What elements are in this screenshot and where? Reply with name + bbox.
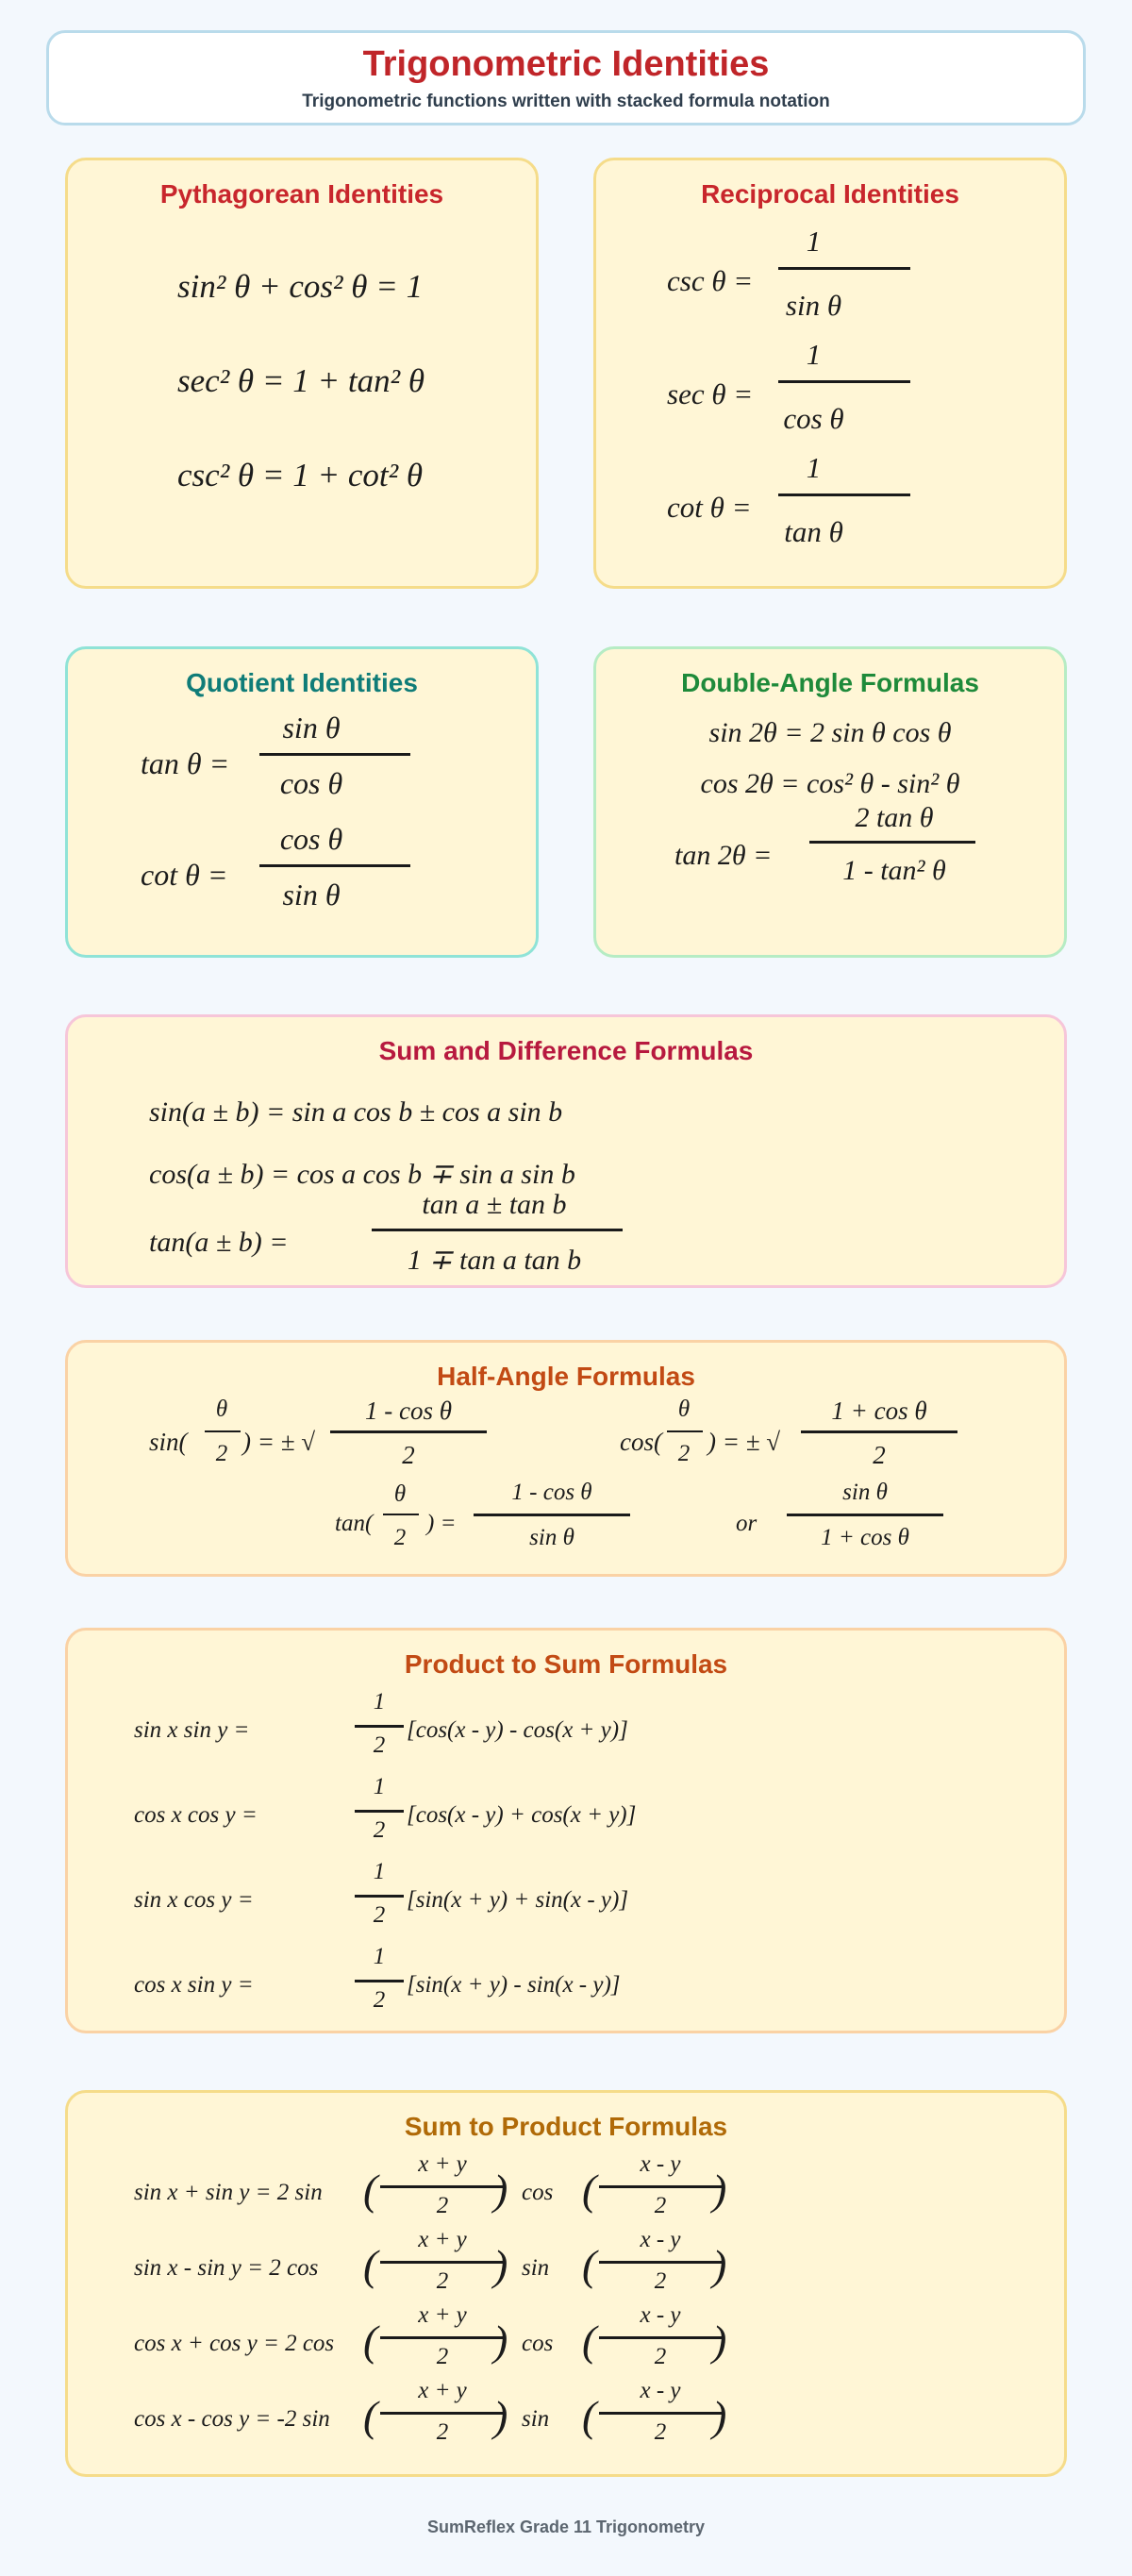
card-title: Double-Angle Formulas xyxy=(681,668,979,697)
quotient-lhs: tan θ = xyxy=(141,746,230,780)
footer-credit: SumReflex Grade 11 Trigonometry xyxy=(426,2517,706,2536)
half-angle-formulas-card xyxy=(65,1340,1067,1577)
right-paren: ) xyxy=(493,2166,508,2214)
fraction-denominator: 2 xyxy=(373,1732,386,1758)
fraction-bar xyxy=(474,1514,630,1516)
product-lhs: cos x cos y = xyxy=(134,1802,258,1828)
fraction-numerator: 1 xyxy=(373,1689,386,1715)
fraction-denominator: 2 xyxy=(373,1987,386,2013)
fraction-numerator: x + y xyxy=(418,2378,467,2403)
fraction-bar xyxy=(599,2336,722,2339)
half-pm-sqrt: ) = ± √ xyxy=(242,1428,316,1456)
fraction-denominator: 2 xyxy=(654,2193,667,2218)
half-theta: θ xyxy=(215,1397,228,1422)
sum-product-lhs: cos x + cos y = 2 cos xyxy=(134,2331,335,2356)
card-title: Sum and Difference Formulas xyxy=(378,1036,754,1065)
sum-diff-cos: cos(a ± b) = cos a cos b ∓ sin a sin b xyxy=(149,1159,575,1190)
fraction-bar xyxy=(330,1430,487,1433)
half-theta: θ xyxy=(393,1481,407,1507)
fraction-denominator: sin θ xyxy=(785,289,842,322)
fraction-numerator: 1 - cos θ xyxy=(365,1397,452,1425)
half-tan-fn: tan( xyxy=(335,1511,374,1536)
product-lhs: cos x sin y = xyxy=(134,1972,254,1998)
fraction-denominator: tan θ xyxy=(784,515,843,548)
card-title: Sum to Product Formulas xyxy=(404,2112,728,2141)
fraction-bar xyxy=(599,2185,722,2188)
fraction-bar xyxy=(205,1430,241,1432)
pythagorean-eq-3: csc² θ = 1 + cot² θ xyxy=(177,457,424,493)
fraction-denominator: 2 xyxy=(654,2419,667,2445)
product-rhs: [sin(x + y) + sin(x - y)] xyxy=(407,1887,629,1913)
fraction-denominator: 2 xyxy=(436,2344,449,2369)
fraction-denominator: 2 xyxy=(654,2344,667,2369)
card-title: Quotient Identities xyxy=(186,668,418,697)
fraction-denominator: 2 xyxy=(373,1817,386,1843)
half-tan-eq: ) = xyxy=(426,1511,457,1536)
half-pm-sqrt: ) = ± √ xyxy=(708,1428,781,1456)
half-cos-fn: cos( xyxy=(620,1428,662,1456)
sum-diff-sin: sin(a ± b) = sin a cos b ± cos a sin b xyxy=(149,1096,563,1128)
fraction-numerator: x - y xyxy=(640,2151,681,2177)
card-title: Reciprocal Identities xyxy=(701,179,959,209)
fraction-bar xyxy=(372,1229,623,1231)
left-paren: ( xyxy=(582,2166,597,2214)
double-angle-tan-lhs: tan 2θ = xyxy=(674,840,773,871)
reciprocal-lhs: csc θ = xyxy=(667,264,754,297)
right-paren: ) xyxy=(712,2241,727,2289)
right-paren: ) xyxy=(493,2317,508,2365)
fraction-bar xyxy=(380,2185,505,2188)
pythagorean-eq-1: sin² θ + cos² θ = 1 xyxy=(177,268,424,305)
fraction-denominator: 1 - tan² θ xyxy=(842,855,946,886)
fraction-bar xyxy=(809,841,975,844)
half-sin-fn: sin( xyxy=(149,1428,188,1456)
reciprocal-lhs: sec θ = xyxy=(667,377,754,410)
fraction-denominator: 1 + cos θ xyxy=(821,1525,909,1550)
product-rhs: [cos(x - y) - cos(x + y)] xyxy=(407,1717,628,1743)
left-paren: ( xyxy=(363,2317,378,2365)
fraction-numerator: 1 xyxy=(806,338,822,371)
double-angle-sin: sin 2θ = 2 sin θ cos θ xyxy=(708,717,952,748)
fraction-numerator: x - y xyxy=(640,2302,681,2328)
fraction-numerator: 2 tan θ xyxy=(855,802,934,833)
product-lhs: sin x cos y = xyxy=(134,1887,254,1913)
fraction-bar xyxy=(380,2261,505,2264)
sum-product-mid: sin xyxy=(522,2255,550,2281)
fraction-bar xyxy=(787,1514,943,1516)
fraction-bar xyxy=(599,2412,722,2415)
left-paren: ( xyxy=(582,2392,597,2440)
fraction-numerator: x + y xyxy=(418,2151,467,2177)
double-angle-cos: cos 2θ = cos² θ - sin² θ xyxy=(700,768,960,799)
right-paren: ) xyxy=(712,2166,727,2214)
card-title: Half-Angle Formulas xyxy=(437,1362,695,1391)
quotient-lhs: cot θ = xyxy=(141,858,228,892)
fraction-bar xyxy=(667,1430,703,1432)
sum-product-mid: sin xyxy=(522,2406,550,2432)
fraction-denominator: 2 xyxy=(873,1441,886,1469)
fraction-denominator: 1 ∓ tan a tan b xyxy=(407,1245,582,1276)
half-or: or xyxy=(736,1511,757,1536)
half-two: 2 xyxy=(677,1441,691,1466)
fraction-bar xyxy=(259,864,410,867)
left-paren: ( xyxy=(363,2392,378,2440)
fraction-bar xyxy=(383,1514,419,1515)
fraction-bar xyxy=(380,2336,505,2339)
card-title: Pythagorean Identities xyxy=(159,179,444,209)
quotient-identities-card xyxy=(65,646,539,958)
fraction-numerator: sin θ xyxy=(842,1480,888,1505)
pythagorean-identities-card xyxy=(65,158,539,589)
reciprocal-identities-card xyxy=(593,158,1067,589)
right-paren: ) xyxy=(712,2317,727,2365)
left-paren: ( xyxy=(582,2317,597,2365)
fraction-denominator: 2 xyxy=(654,2268,667,2294)
left-paren: ( xyxy=(363,2241,378,2289)
sum-product-mid: cos xyxy=(522,2180,554,2205)
fraction-bar xyxy=(778,267,910,270)
fraction-denominator: cos θ xyxy=(783,402,844,435)
fraction-numerator: x - y xyxy=(640,2227,681,2252)
title-banner xyxy=(46,30,1086,125)
sum-product-mid: cos xyxy=(522,2331,554,2356)
fraction-numerator: x - y xyxy=(640,2378,681,2403)
fraction-bar xyxy=(599,2261,722,2264)
page-title: Trigonometric Identities xyxy=(362,44,770,84)
fraction-bar xyxy=(355,1895,404,1898)
product-rhs: [sin(x + y) - sin(x - y)] xyxy=(407,1972,621,1998)
fraction-bar xyxy=(778,380,910,383)
pythagorean-eq-2: sec² θ = 1 + tan² θ xyxy=(177,362,425,399)
fraction-bar xyxy=(380,2412,505,2415)
product-lhs: sin x sin y = xyxy=(134,1717,250,1743)
fraction-numerator: cos θ xyxy=(279,822,343,856)
fraction-bar xyxy=(259,753,410,756)
product-rhs: [cos(x - y) + cos(x + y)] xyxy=(407,1802,637,1828)
right-paren: ) xyxy=(493,2241,508,2289)
card-title: Product to Sum Formulas xyxy=(404,1649,728,1679)
sum-diff-tan-lhs: tan(a ± b) = xyxy=(149,1227,289,1258)
fraction-numerator: x + y xyxy=(418,2227,467,2252)
fraction-numerator: sin θ xyxy=(282,711,341,744)
right-paren: ) xyxy=(493,2392,508,2440)
fraction-bar xyxy=(801,1430,957,1433)
product-to-sum-formulas-card xyxy=(65,1628,1067,2033)
fraction-denominator: cos θ xyxy=(279,766,343,800)
sum-product-lhs: sin x + sin y = 2 sin xyxy=(134,2180,323,2205)
sum-difference-formulas-card xyxy=(65,1014,1067,1288)
fraction-denominator: 2 xyxy=(402,1441,415,1469)
reciprocal-lhs: cot θ = xyxy=(667,491,752,524)
left-paren: ( xyxy=(582,2241,597,2289)
fraction-bar xyxy=(355,1725,404,1728)
fraction-denominator: sin θ xyxy=(529,1525,574,1550)
fraction-denominator: 2 xyxy=(436,2193,449,2218)
sum-product-lhs: cos x - cos y = -2 sin xyxy=(134,2406,330,2432)
fraction-numerator: 1 xyxy=(373,1774,386,1799)
fraction-numerator: tan a ± tan b xyxy=(422,1189,567,1220)
fraction-numerator: 1 xyxy=(373,1859,386,1884)
fraction-numerator: 1 xyxy=(806,451,822,484)
sum-product-lhs: sin x - sin y = 2 cos xyxy=(134,2255,319,2281)
half-two: 2 xyxy=(215,1441,228,1466)
fraction-denominator: sin θ xyxy=(282,878,341,912)
fraction-numerator: 1 xyxy=(373,1944,386,1969)
fraction-bar xyxy=(355,1980,404,1982)
fraction-numerator: 1 xyxy=(806,225,822,258)
fraction-numerator: x + y xyxy=(418,2302,467,2328)
fraction-bar xyxy=(355,1810,404,1813)
page-subtitle: Trigonometric functions written with stacked formula notation xyxy=(302,92,830,111)
fraction-denominator: 2 xyxy=(436,2268,449,2294)
double-angle-formulas-card xyxy=(593,646,1067,958)
sum-to-product-formulas-card xyxy=(65,2090,1067,2477)
left-paren: ( xyxy=(363,2166,378,2214)
half-two: 2 xyxy=(393,1525,407,1550)
fraction-numerator: 1 - cos θ xyxy=(511,1480,592,1505)
right-paren: ) xyxy=(712,2392,727,2440)
half-theta: θ xyxy=(677,1397,691,1422)
fraction-bar xyxy=(778,493,910,496)
fraction-denominator: 2 xyxy=(373,1902,386,1928)
fraction-numerator: 1 + cos θ xyxy=(831,1397,927,1425)
fraction-denominator: 2 xyxy=(436,2419,449,2445)
